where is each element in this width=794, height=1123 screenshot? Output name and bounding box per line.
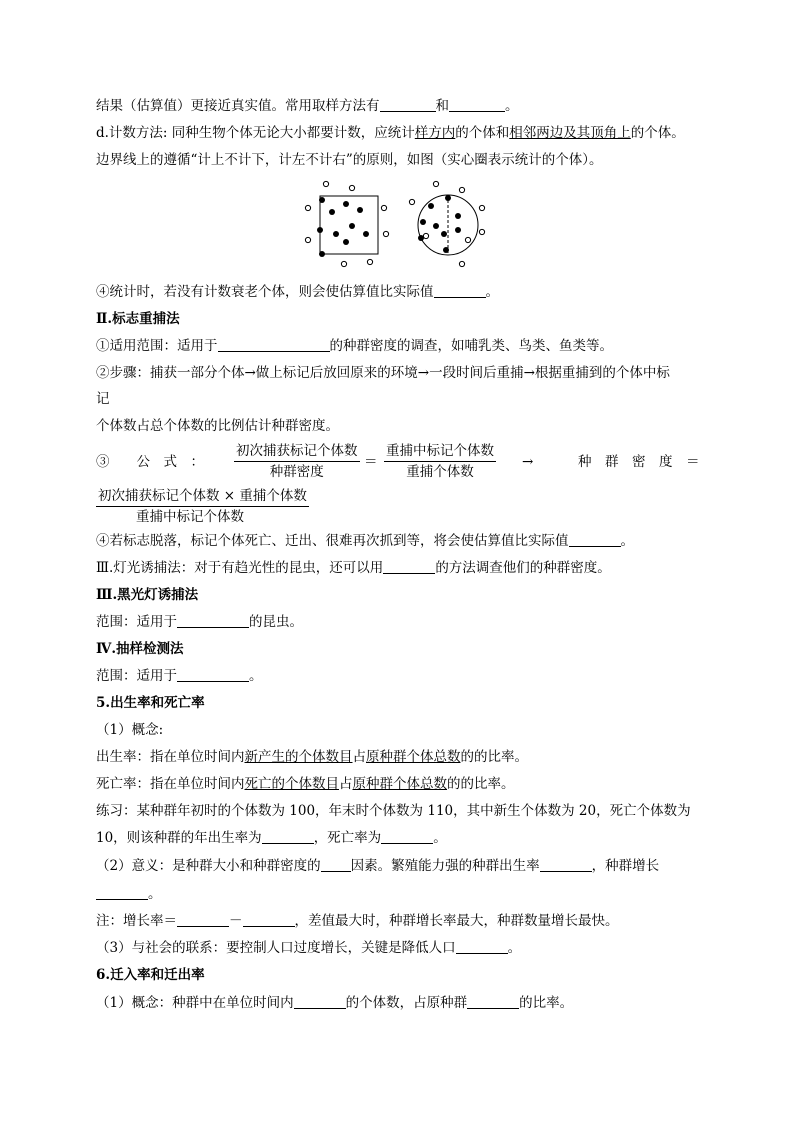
arrow: → xyxy=(522,454,534,470)
answer-blank[interactable] xyxy=(380,97,436,112)
text-line: 练习：某种群年初时的个体数为 100，年末时个体数为 110，其中新生个体数为 20，死亡个体数为 xyxy=(96,803,691,819)
text-line: 范围：适用于 。 xyxy=(96,668,263,684)
text-line: 死亡率：指在单位时间内死亡的个体数目占原种群个体总数的的比率。 xyxy=(96,776,515,792)
fraction-result: 初次捕获标记个体数 × 重捕个体数 重捕中标记个体数 xyxy=(98,488,307,525)
section-heading: Ⅳ.抽样检测法 xyxy=(96,641,184,657)
text-line: ④统计时，若没有计数衰老个体，则会使估算值比实际值 。 xyxy=(96,284,499,300)
formula-label: ③ 公 式 ： xyxy=(96,454,204,470)
quadrat-counting-figure xyxy=(300,178,490,274)
answer-blank[interactable] xyxy=(540,857,592,872)
text-line: 出生率：指在单位时间内新产生的个体数目占原种群个体总数的的比率。 xyxy=(96,749,528,765)
answer-blank[interactable] xyxy=(96,885,148,900)
answer-blank[interactable] xyxy=(177,912,229,927)
text-line: d.计数方法: 同种生物个体无论大小都要计数，应统计样方内的个体和相邻两边及其顶角上的个体。 xyxy=(96,125,685,141)
answer-blank[interactable] xyxy=(177,667,249,682)
answer-blank[interactable] xyxy=(218,337,330,352)
answer-blank[interactable] xyxy=(321,857,351,872)
answer-blank[interactable] xyxy=(243,912,295,927)
equals-sign: ＝ xyxy=(364,454,378,470)
answer-blank[interactable] xyxy=(569,532,621,547)
formula-result-label: 种 群 密 度 ＝ xyxy=(578,454,700,470)
text-line: 。 xyxy=(96,884,162,904)
text-line: （2）意义：是种群大小和种群密度的 因素。繁殖能力强的种群出生率 ，种群增长 xyxy=(96,858,660,874)
text-line: ②步骤：捕获一部分个体→做上标记后放回原来的环境→一段时间后重捕→根据重捕到的个体中标 xyxy=(96,365,670,381)
answer-blank[interactable] xyxy=(381,829,433,844)
answer-blank[interactable] xyxy=(177,613,249,628)
answer-blank[interactable] xyxy=(456,939,508,954)
text-line: 个体数占总个体数的比例估计种群密度。 xyxy=(96,418,339,434)
text-line: 结果（估算值）更接近真实值。常用取样方法有 和 。 xyxy=(96,98,519,114)
fraction-right: 重捕中标记个体数 重捕个体数 xyxy=(386,443,494,480)
section-heading: 6.迁入率和迁出率 xyxy=(96,967,205,983)
text-line: 范围：适用于 的昆虫。 xyxy=(96,614,303,630)
text-line: ④若标志脱落，标记个体死亡、迁出、很难再次抓到等，将会使估算值比实际值 。 xyxy=(96,533,634,549)
text-line: 记 xyxy=(96,391,110,407)
section-heading: Ⅲ.黑光灯诱捕法 xyxy=(96,587,199,603)
text-line: （1）概念: xyxy=(96,722,164,738)
text-line: 10，则该种群的年出生率为 ，死亡率为 。 xyxy=(96,830,447,846)
square-quadrat xyxy=(320,196,378,254)
text-line: Ⅲ.灯光诱捕法：对于有趋光性的昆虫，还可以用 的方法调查他们的种群密度。 xyxy=(96,560,611,576)
text-line: 边界线上的遵循“计上不计下，计左不计右”的原则，如图（实心圈表示统计的个体）。 xyxy=(96,152,603,168)
answer-blank[interactable] xyxy=(467,994,519,1009)
text-line: （3）与社会的联系：要控制人口过度增长，关键是降低人口 。 xyxy=(96,940,522,956)
fraction-left: 初次捕获标记个体数 种群密度 xyxy=(236,443,358,480)
answer-blank[interactable] xyxy=(449,97,505,112)
text-line: （1）概念：种群中在单位时间内 的个体数，占原种群 的比率。 xyxy=(96,995,574,1011)
section-heading: Ⅱ.标志重捕法 xyxy=(96,311,180,327)
text-line: ①适用范围：适用于 的种群密度的调查，如哺乳类、鸟类、鱼类等。 xyxy=(96,338,613,354)
answer-blank[interactable] xyxy=(262,829,314,844)
answer-blank[interactable] xyxy=(294,994,346,1009)
text-line: 注：增长率＝ － ，差值最大时，种群增长率最大，种群数量增长最快。 xyxy=(96,913,619,929)
section-heading: 5.出生率和死亡率 xyxy=(96,695,205,711)
answer-blank[interactable] xyxy=(434,283,486,298)
answer-blank[interactable] xyxy=(383,559,435,574)
